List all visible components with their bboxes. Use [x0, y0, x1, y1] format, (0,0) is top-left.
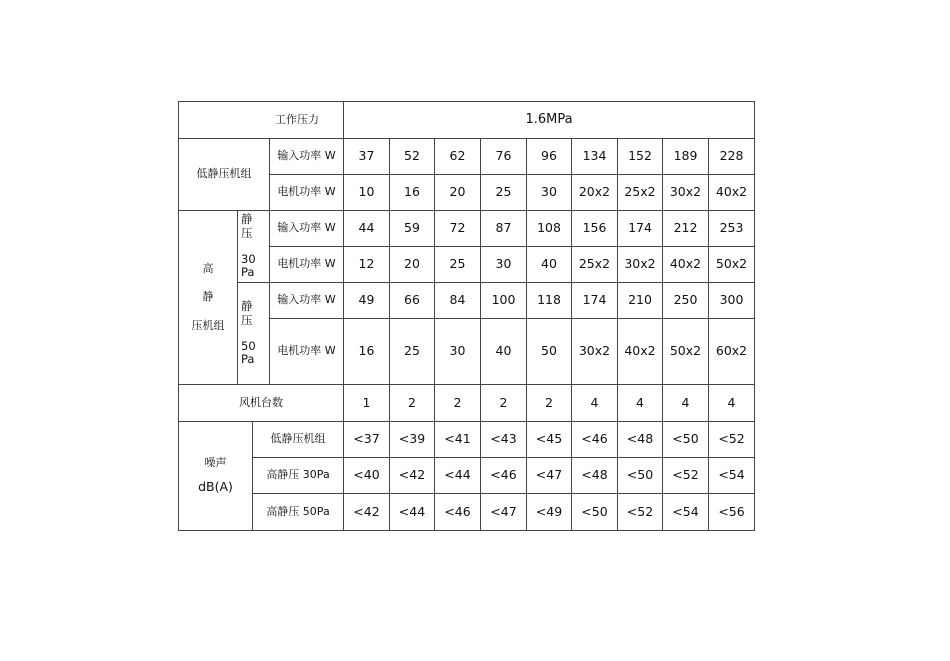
table-cell: 2 — [527, 385, 572, 422]
low-static-group-label: 低静压机组 — [179, 139, 270, 211]
table-cell: <50 — [663, 422, 709, 458]
table-cell: <44 — [435, 458, 481, 494]
table-cell: 52 — [390, 139, 435, 175]
table-cell: <50 — [618, 458, 663, 494]
table-cell: 76 — [481, 139, 527, 175]
row-label: 输入功率 W — [270, 211, 344, 247]
table-cell: 30x2 — [663, 175, 709, 211]
table-cell: 50x2 — [663, 319, 709, 385]
table-cell: 59 — [390, 211, 435, 247]
spec-table-body — [179, 102, 755, 531]
table-cell: 96 — [527, 139, 572, 175]
table-cell: 87 — [481, 211, 527, 247]
subgroup-label-line: 50 — [241, 338, 256, 353]
table-cell: 1 — [344, 385, 390, 422]
pressure-label: 工作压力 — [179, 102, 344, 139]
subgroup-label-line: 静 — [241, 211, 253, 226]
table-cell: 2 — [390, 385, 435, 422]
table-cell: 60x2 — [709, 319, 755, 385]
table-cell: 62 — [435, 139, 481, 175]
spec-table — [178, 101, 755, 531]
table-cell: 40 — [527, 247, 572, 283]
low-input-row — [179, 139, 755, 175]
table-cell: 156 — [572, 211, 618, 247]
table-cell: <48 — [572, 458, 618, 494]
table-cell: 16 — [344, 319, 390, 385]
table-cell: <48 — [618, 422, 663, 458]
table-cell: 40x2 — [618, 319, 663, 385]
subgroup-label-line: Pa — [241, 265, 255, 280]
pressure-value: 1.6MPa — [344, 102, 755, 139]
high-static-label-line: 静 — [202, 290, 214, 304]
table-cell: 108 — [527, 211, 572, 247]
table-cell: <41 — [435, 422, 481, 458]
row-label: 输入功率 W — [270, 139, 344, 175]
table-cell: 50x2 — [709, 247, 755, 283]
subgroup-label-line: 30 — [241, 251, 256, 266]
table-cell: <45 — [527, 422, 572, 458]
table-cell: <37 — [344, 422, 390, 458]
table-cell: 84 — [435, 283, 481, 319]
table-cell: 25 — [435, 247, 481, 283]
table-cell: <49 — [527, 494, 572, 531]
table-cell: 4 — [572, 385, 618, 422]
table-cell: 50 — [527, 319, 572, 385]
table-cell: 100 — [481, 283, 527, 319]
table-cell: <40 — [344, 458, 390, 494]
subgroup-50pa-label — [238, 283, 270, 385]
subgroup-30pa-label — [238, 211, 270, 283]
table-cell: 20x2 — [572, 175, 618, 211]
table-cell: 118 — [527, 283, 572, 319]
table-cell: <43 — [481, 422, 527, 458]
table-cell: 212 — [663, 211, 709, 247]
noise-50pa-row — [179, 494, 755, 531]
table-cell: <52 — [618, 494, 663, 531]
high-static-label-line: 压机组 — [191, 318, 225, 332]
table-cell: 12 — [344, 247, 390, 283]
table-cell: <42 — [344, 494, 390, 531]
table-cell: 4 — [663, 385, 709, 422]
high50-input-row — [179, 283, 755, 319]
table-cell: 40 — [481, 319, 527, 385]
table-cell: 253 — [709, 211, 755, 247]
row-label: 输入功率 W — [270, 283, 344, 319]
table-cell: 300 — [709, 283, 755, 319]
row-label: 电机功率 W — [270, 319, 344, 385]
table-cell: 37 — [344, 139, 390, 175]
fan-count-label: 风机台数 — [179, 385, 344, 422]
table-cell: <56 — [709, 494, 755, 531]
row-label: 电机功率 W — [270, 175, 344, 211]
table-cell: <50 — [572, 494, 618, 531]
table-cell: <46 — [481, 458, 527, 494]
table-cell: <54 — [709, 458, 755, 494]
table-cell: <47 — [527, 458, 572, 494]
table-cell: 30 — [481, 247, 527, 283]
table-cell: 2 — [481, 385, 527, 422]
table-cell: 2 — [435, 385, 481, 422]
table-cell: 250 — [663, 283, 709, 319]
row-label: 低静压机组 — [253, 422, 344, 458]
table-cell: <52 — [663, 458, 709, 494]
table-cell: 4 — [618, 385, 663, 422]
table-cell: 10 — [344, 175, 390, 211]
table-cell: 152 — [618, 139, 663, 175]
high-static-label-line: 高 — [202, 261, 214, 275]
table-cell: 25x2 — [572, 247, 618, 283]
table-cell: 25 — [390, 319, 435, 385]
table-cell: 25x2 — [618, 175, 663, 211]
subgroup-label-line: 静 — [241, 298, 253, 313]
noise-label-line: 噪声 — [204, 456, 227, 470]
table-cell: 44 — [344, 211, 390, 247]
table-cell: <46 — [435, 494, 481, 531]
table-cell: 210 — [618, 283, 663, 319]
table-cell: 66 — [390, 283, 435, 319]
subgroup-label-line: Pa — [241, 352, 255, 367]
table-cell: 72 — [435, 211, 481, 247]
noise-30pa-row — [179, 458, 755, 494]
table-cell: 134 — [572, 139, 618, 175]
table-cell: 30x2 — [618, 247, 663, 283]
row-label: 高静压 50Pa — [253, 494, 344, 531]
table-cell: 20 — [390, 247, 435, 283]
table-cell: 4 — [709, 385, 755, 422]
fan-count-row — [179, 385, 755, 422]
table-cell: <44 — [390, 494, 435, 531]
table-cell: 30 — [527, 175, 572, 211]
row-label: 高静压 30Pa — [253, 458, 344, 494]
table-cell: <54 — [663, 494, 709, 531]
subgroup-label-line: 压 — [241, 312, 253, 327]
noise-label-line: dB(A) — [198, 479, 233, 495]
table-cell: 174 — [618, 211, 663, 247]
table-cell: <42 — [390, 458, 435, 494]
table-cell: 16 — [390, 175, 435, 211]
table-cell: 20 — [435, 175, 481, 211]
row-label: 电机功率 W — [270, 247, 344, 283]
table-cell: 40x2 — [709, 175, 755, 211]
table-cell: 228 — [709, 139, 755, 175]
high-static-group-label — [179, 211, 238, 385]
table-cell: 30x2 — [572, 319, 618, 385]
pressure-row — [179, 102, 755, 139]
noise-low-row — [179, 422, 755, 458]
table-cell: 189 — [663, 139, 709, 175]
table-cell: 30 — [435, 319, 481, 385]
table-cell: <47 — [481, 494, 527, 531]
table-cell: <46 — [572, 422, 618, 458]
noise-label — [179, 422, 253, 531]
table-cell: <52 — [709, 422, 755, 458]
table-cell: 25 — [481, 175, 527, 211]
table-cell: 174 — [572, 283, 618, 319]
table-cell: 40x2 — [663, 247, 709, 283]
subgroup-label-line: 压 — [241, 225, 253, 240]
table-cell: 49 — [344, 283, 390, 319]
high30-input-row — [179, 211, 755, 247]
table-cell: <39 — [390, 422, 435, 458]
